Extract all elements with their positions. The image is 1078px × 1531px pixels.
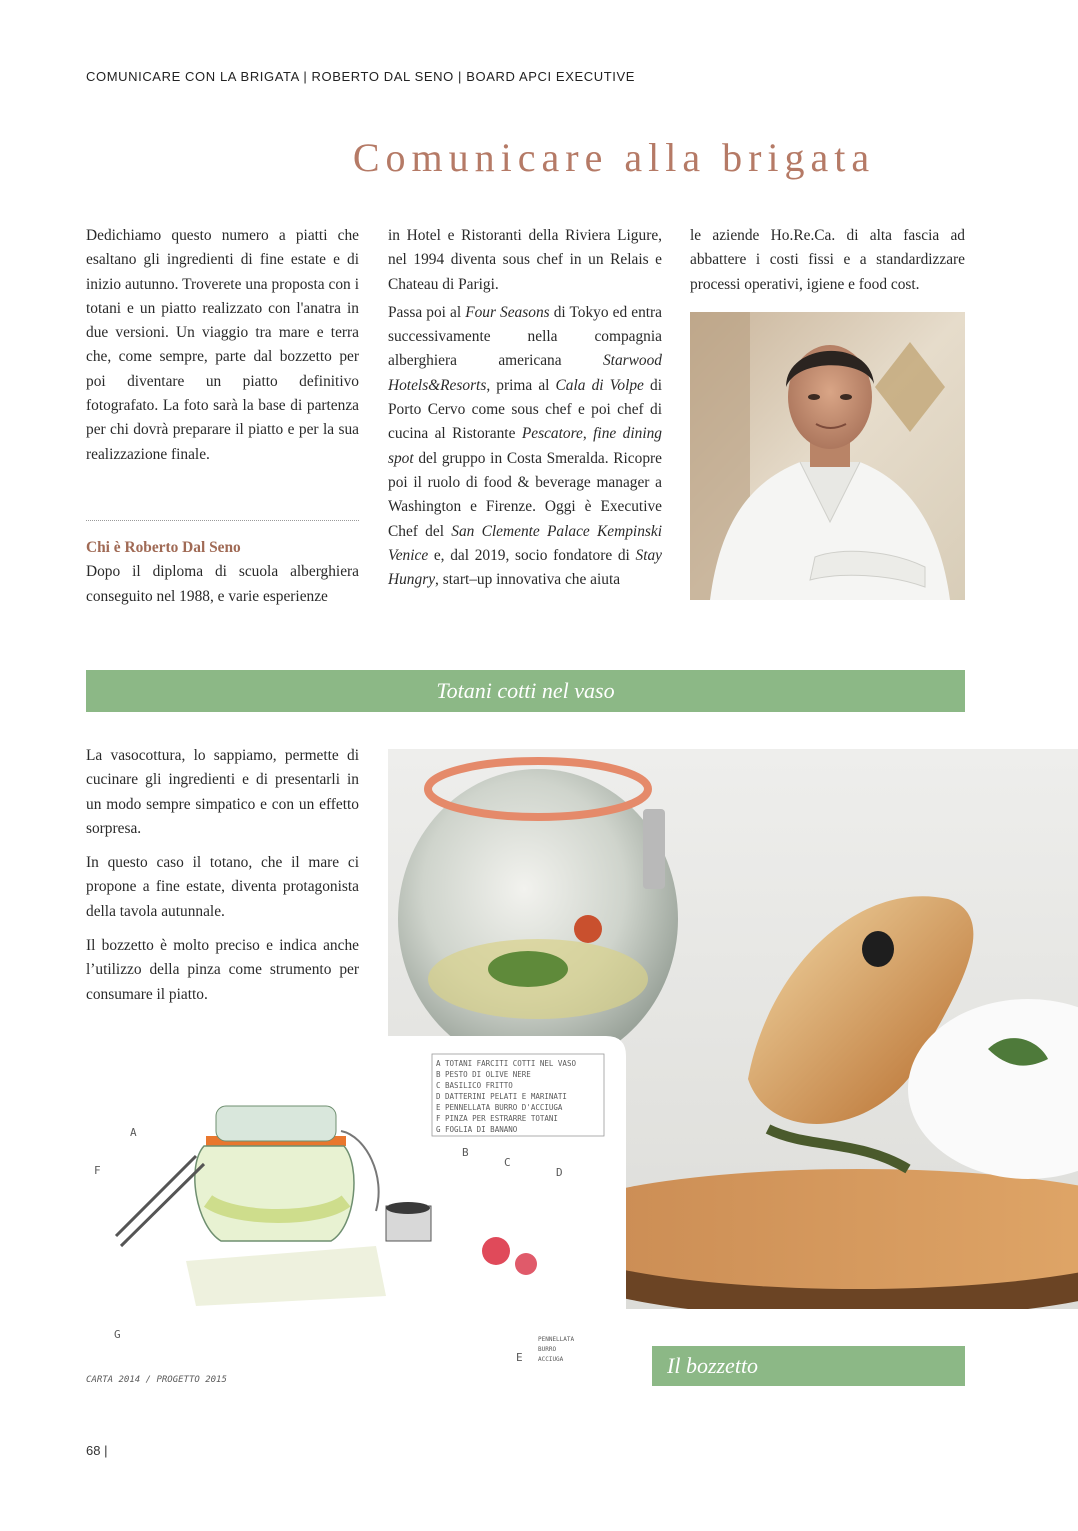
intro-column: [86, 224, 359, 467]
sketch-drawing: [86, 1036, 626, 1388]
sketch-signature: CARTA 2014 / PROGETTO 2015: [86, 1375, 227, 1385]
recipe-paragraph-2: In questo caso il totano, che il mare ci propone a fine estate, diventa protagonista della tavola autunnale.: [86, 854, 359, 920]
sketch-letter-labels: A B C D F G E: [94, 1126, 563, 1364]
running-head: COMUNICARE CON LA BRIGATA | ROBERTO DAL SENO | BOARD APCI EXECUTIVE: [86, 69, 636, 84]
bio-paragraph-4: le aziende Ho.Re.Ca. di alta fascia ad abbattere i costi fissi e a standardizzare processi operativi, igiene e food cost.: [690, 227, 965, 293]
bio-column-2: [388, 224, 662, 592]
page-title: Comunicare alla brigata: [352, 135, 876, 180]
bio-heading: Chi è Roberto Dal Seno: [86, 539, 241, 556]
recipe-intro: [86, 744, 359, 1007]
bio-column: [86, 536, 359, 609]
bio-column-3: [690, 224, 965, 297]
bio-paragraph-2: in Hotel e Ristoranti della Riviera Ligure, nel 1994 diventa sous chef in un Relais e Chateau di Parigi.: [388, 227, 662, 293]
dotted-divider: [86, 520, 359, 521]
caption-bar: Il bozzetto: [652, 1346, 965, 1386]
bio-paragraph-3: Passa poi al Four Seasons di Tokyo ed entra successivamente nella compagnia alberghiera americana Starwood Hotels&Resorts, prima al Cala di Volpe di Porto Cervo come sous chef e poi chef di cucina al Ristorante Pescatore, fine dining spot del gruppo in Costa Smeralda. Ricopre poi il ruolo di food & beverage manager a Washington e Firenze. Oggi è Executive Chef del San Clemente Palace Kempinski Venice e, dal 2019, socio fondatore di Stay Hungry, start–up innovativa che aiuta: [388, 303, 662, 589]
intro-paragraph: Dedichiamo questo numero a piatti che esaltano gli ingredienti di fine estate e di inizio autunno. Troverete una proposta con i totani e un piatto realizzato con l'anatra in due versioni. Un viaggio tra mare e terra che, come sempre, parte dal bozzetto per poi diventare un piatto definitivo fotografato. La foto sarà la base di partenza per chi dovrà preparare il piatto e per la sua realizzazione finale.: [86, 227, 359, 463]
recipe-paragraph-1: La vasocottura, lo sappiamo, permette di cucinare gli ingredienti e di presentarli in un modo sempre simpatico e con un effetto sorpresa.: [86, 747, 359, 837]
recipe-paragraph-3: Il bozzetto è molto preciso e indica anche l’utilizzo della pinza come strumento per consumare il piatto.: [86, 937, 359, 1003]
page-number: 68 |: [86, 1443, 108, 1458]
bio-paragraph: Dopo il diploma di scuola alberghiera conseguito nel 1988, e varie esperienze: [86, 563, 359, 605]
sketch-side-note: PENNELLATA BURRO ACCIUGA: [538, 1336, 575, 1363]
section-title-bar: Totani cotti nel vaso: [86, 670, 965, 712]
chef-portrait: [690, 312, 965, 600]
sketch-legend: A TOTANI FARCITI COTTI NEL VASO B PESTO DI OLIVE NERE C BASILICO FRITTO D DATTERINI PELATI E MARINATI E PENNELLATA BURRO D'ACCIUGA F PINZA PER ESTRARRE TOTANI G FOGLIA DI BANANO: [436, 1059, 576, 1134]
